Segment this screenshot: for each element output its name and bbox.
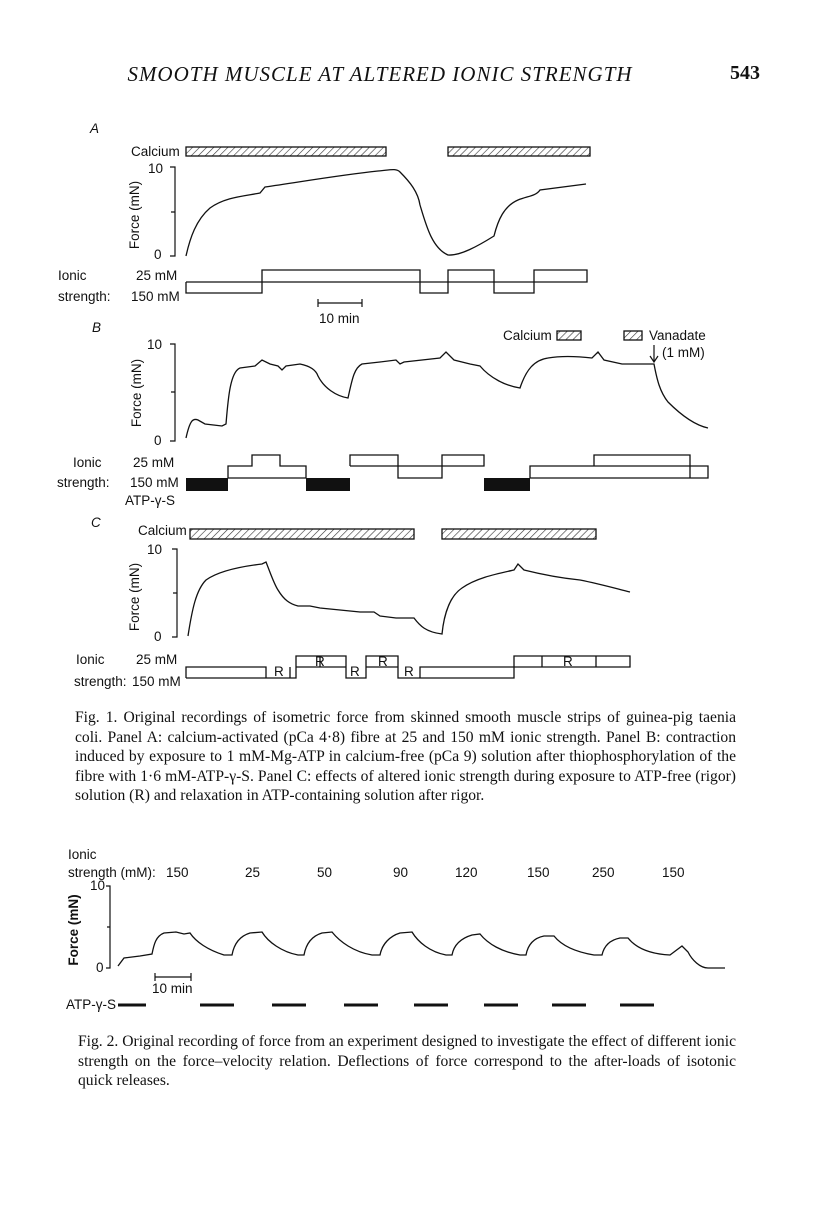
panel-b-atp-block-1	[186, 478, 228, 491]
panel-a-ionic-label: Ionic	[58, 268, 87, 283]
panel-b-level-low: 150 mM	[130, 475, 179, 490]
panel-b-label: B	[92, 320, 102, 335]
panel-a-scale-label: 10 min	[319, 311, 360, 326]
fig2-force-trace	[118, 932, 725, 968]
figure-1	[0, 105, 816, 695]
panel-a-level-low: 150 mM	[131, 289, 180, 304]
panel-c-ionic-label: Ionic	[76, 652, 105, 667]
panel-b-atp-block-2	[306, 478, 350, 491]
fig2-y-tick-10: 10	[90, 878, 106, 893]
panel-c-rigor-3: R	[350, 664, 360, 679]
panel-b-y-axis-label: Force (mN)	[129, 358, 144, 428]
panel-a-ionic-trace	[186, 270, 587, 293]
panel-c-y-tick-0: 0	[154, 629, 162, 644]
panel-c-y-tick-10: 10	[147, 542, 163, 557]
figure-1-caption	[75, 708, 736, 806]
running-title: SMOOTH MUSCLE AT ALTERED IONIC STRENGTH	[127, 62, 633, 86]
fig2-ionic-value-1: 150	[166, 865, 189, 880]
panel-c-rigor-4: R	[378, 654, 388, 669]
panel-a-level-high: 25 mM	[136, 268, 178, 283]
figure-2-caption-lead: Fig. 2.	[78, 1033, 119, 1050]
fig2-ionic-value-8: 150	[662, 865, 685, 880]
panel-a-y-tick-0: 0	[154, 247, 162, 262]
panel-a-calcium-label: Calcium	[131, 144, 180, 159]
panel-b-y-tick-10: 10	[147, 337, 163, 352]
panel-b-calcium-swatch	[557, 331, 581, 340]
panel-b-ionic-trace	[228, 455, 708, 478]
panel-c-level-low: 150 mM	[132, 674, 181, 689]
panel-c-rigor-2: R	[315, 654, 325, 669]
fig2-ionic-value-3: 50	[317, 865, 333, 880]
panel-a-strength-label: strength:	[58, 289, 111, 304]
fig2-ionic-value-2: 25	[245, 865, 261, 880]
fig2-y-tick-0: 0	[96, 960, 104, 975]
panel-b-ionic-label: Ionic	[73, 455, 102, 470]
panel-a-y-axis	[170, 167, 175, 256]
panel-b-strength-label: strength:	[57, 475, 110, 490]
panel-b-vanadate-legend: Vanadate	[649, 328, 706, 343]
panel-c-y-axis	[172, 549, 177, 637]
panel-a-y-tick-10: 10	[148, 161, 164, 176]
panel-b-atp-block-3	[484, 478, 530, 491]
panel-b-force-trace	[186, 352, 708, 438]
panel-c-rigor-6: R	[563, 654, 573, 669]
panel-a-calcium-bar-1	[186, 147, 386, 156]
panel-c-y-axis-label: Force (mN)	[127, 562, 142, 632]
fig2-scale-bar	[155, 973, 191, 981]
panel-a-y-axis-label: Force (mN)	[127, 180, 142, 250]
panel-b-vanadate-conc: (1 mM)	[662, 345, 705, 360]
panel-c-label: C	[91, 515, 101, 530]
figure-1-caption-lead: Fig. 1.	[75, 709, 118, 726]
panel-b-vanadate-arrow-icon	[650, 345, 658, 362]
panel-a-calcium-bar-2	[448, 147, 590, 156]
panel-b-vanadate-swatch	[624, 331, 642, 340]
fig2-ionic-label: Ionic	[68, 847, 97, 862]
panel-b-y-tick-0: 0	[154, 433, 162, 448]
panel-c-level-high: 25 mM	[136, 652, 178, 667]
page-number: 543	[730, 62, 760, 84]
panel-b-calcium-legend: Calcium	[503, 328, 552, 343]
panel-c-strength-label: strength:	[74, 674, 127, 689]
panel-c-calcium-bar-2	[442, 529, 596, 539]
fig2-atp-label: ATP-γ-S	[66, 997, 116, 1012]
figure-2-caption-text: Original recording of force from an experiment designed to investigate the effect of different ionic strength on the force–velocity relation. Deflections of force correspond to the after-loads of isotonic quick releases.	[78, 1033, 736, 1089]
panel-c-calcium-bar-1	[190, 529, 414, 539]
fig2-strength-label: strength (mM):	[68, 865, 156, 880]
figure-2-caption	[78, 1032, 736, 1091]
fig2-y-axis-label: Force (mN)	[66, 894, 81, 966]
figure-1-caption-text: Original recordings of isometric force from skinned smooth muscle strips of guinea-pig taenia coli. Panel A: calcium-activated (pCa 4·8) fibre at 25 and 150 mM ionic strength. Panel B: contraction induced by exposure to 1 mM-Mg-ATP in calcium-free (pCa 9) solution after thiophosphorylation of the fibre with 1·6 mM-ATP-γ-S. Panel C: effects of altered ionic strength during exposure to ATP-free (rigor) solution (R) and relaxation in ATP-containing solution after rigor.	[75, 709, 736, 804]
fig2-scale-label: 10 min	[152, 981, 193, 996]
panel-b-atp-label: ATP-γ-S	[125, 493, 175, 508]
fig2-ionic-value-4: 90	[393, 865, 409, 880]
panel-c-calcium-label: Calcium	[138, 523, 187, 538]
fig2-ionic-value-7: 250	[592, 865, 615, 880]
panel-c-rigor-1: R	[274, 664, 284, 679]
panel-c-force-trace	[188, 562, 630, 636]
fig2-ionic-value-6: 150	[527, 865, 550, 880]
panel-b-level-high: 25 mM	[133, 455, 175, 470]
panel-c-rigor-5: R	[404, 664, 414, 679]
panel-a-scale-bar	[318, 299, 362, 307]
panel-a-force-trace	[186, 170, 586, 256]
panel-b-y-axis	[170, 344, 175, 441]
fig2-y-axis	[106, 886, 110, 968]
panel-a-label: A	[90, 121, 100, 136]
figure-2	[0, 840, 816, 1020]
fig2-ionic-value-5: 120	[455, 865, 478, 880]
